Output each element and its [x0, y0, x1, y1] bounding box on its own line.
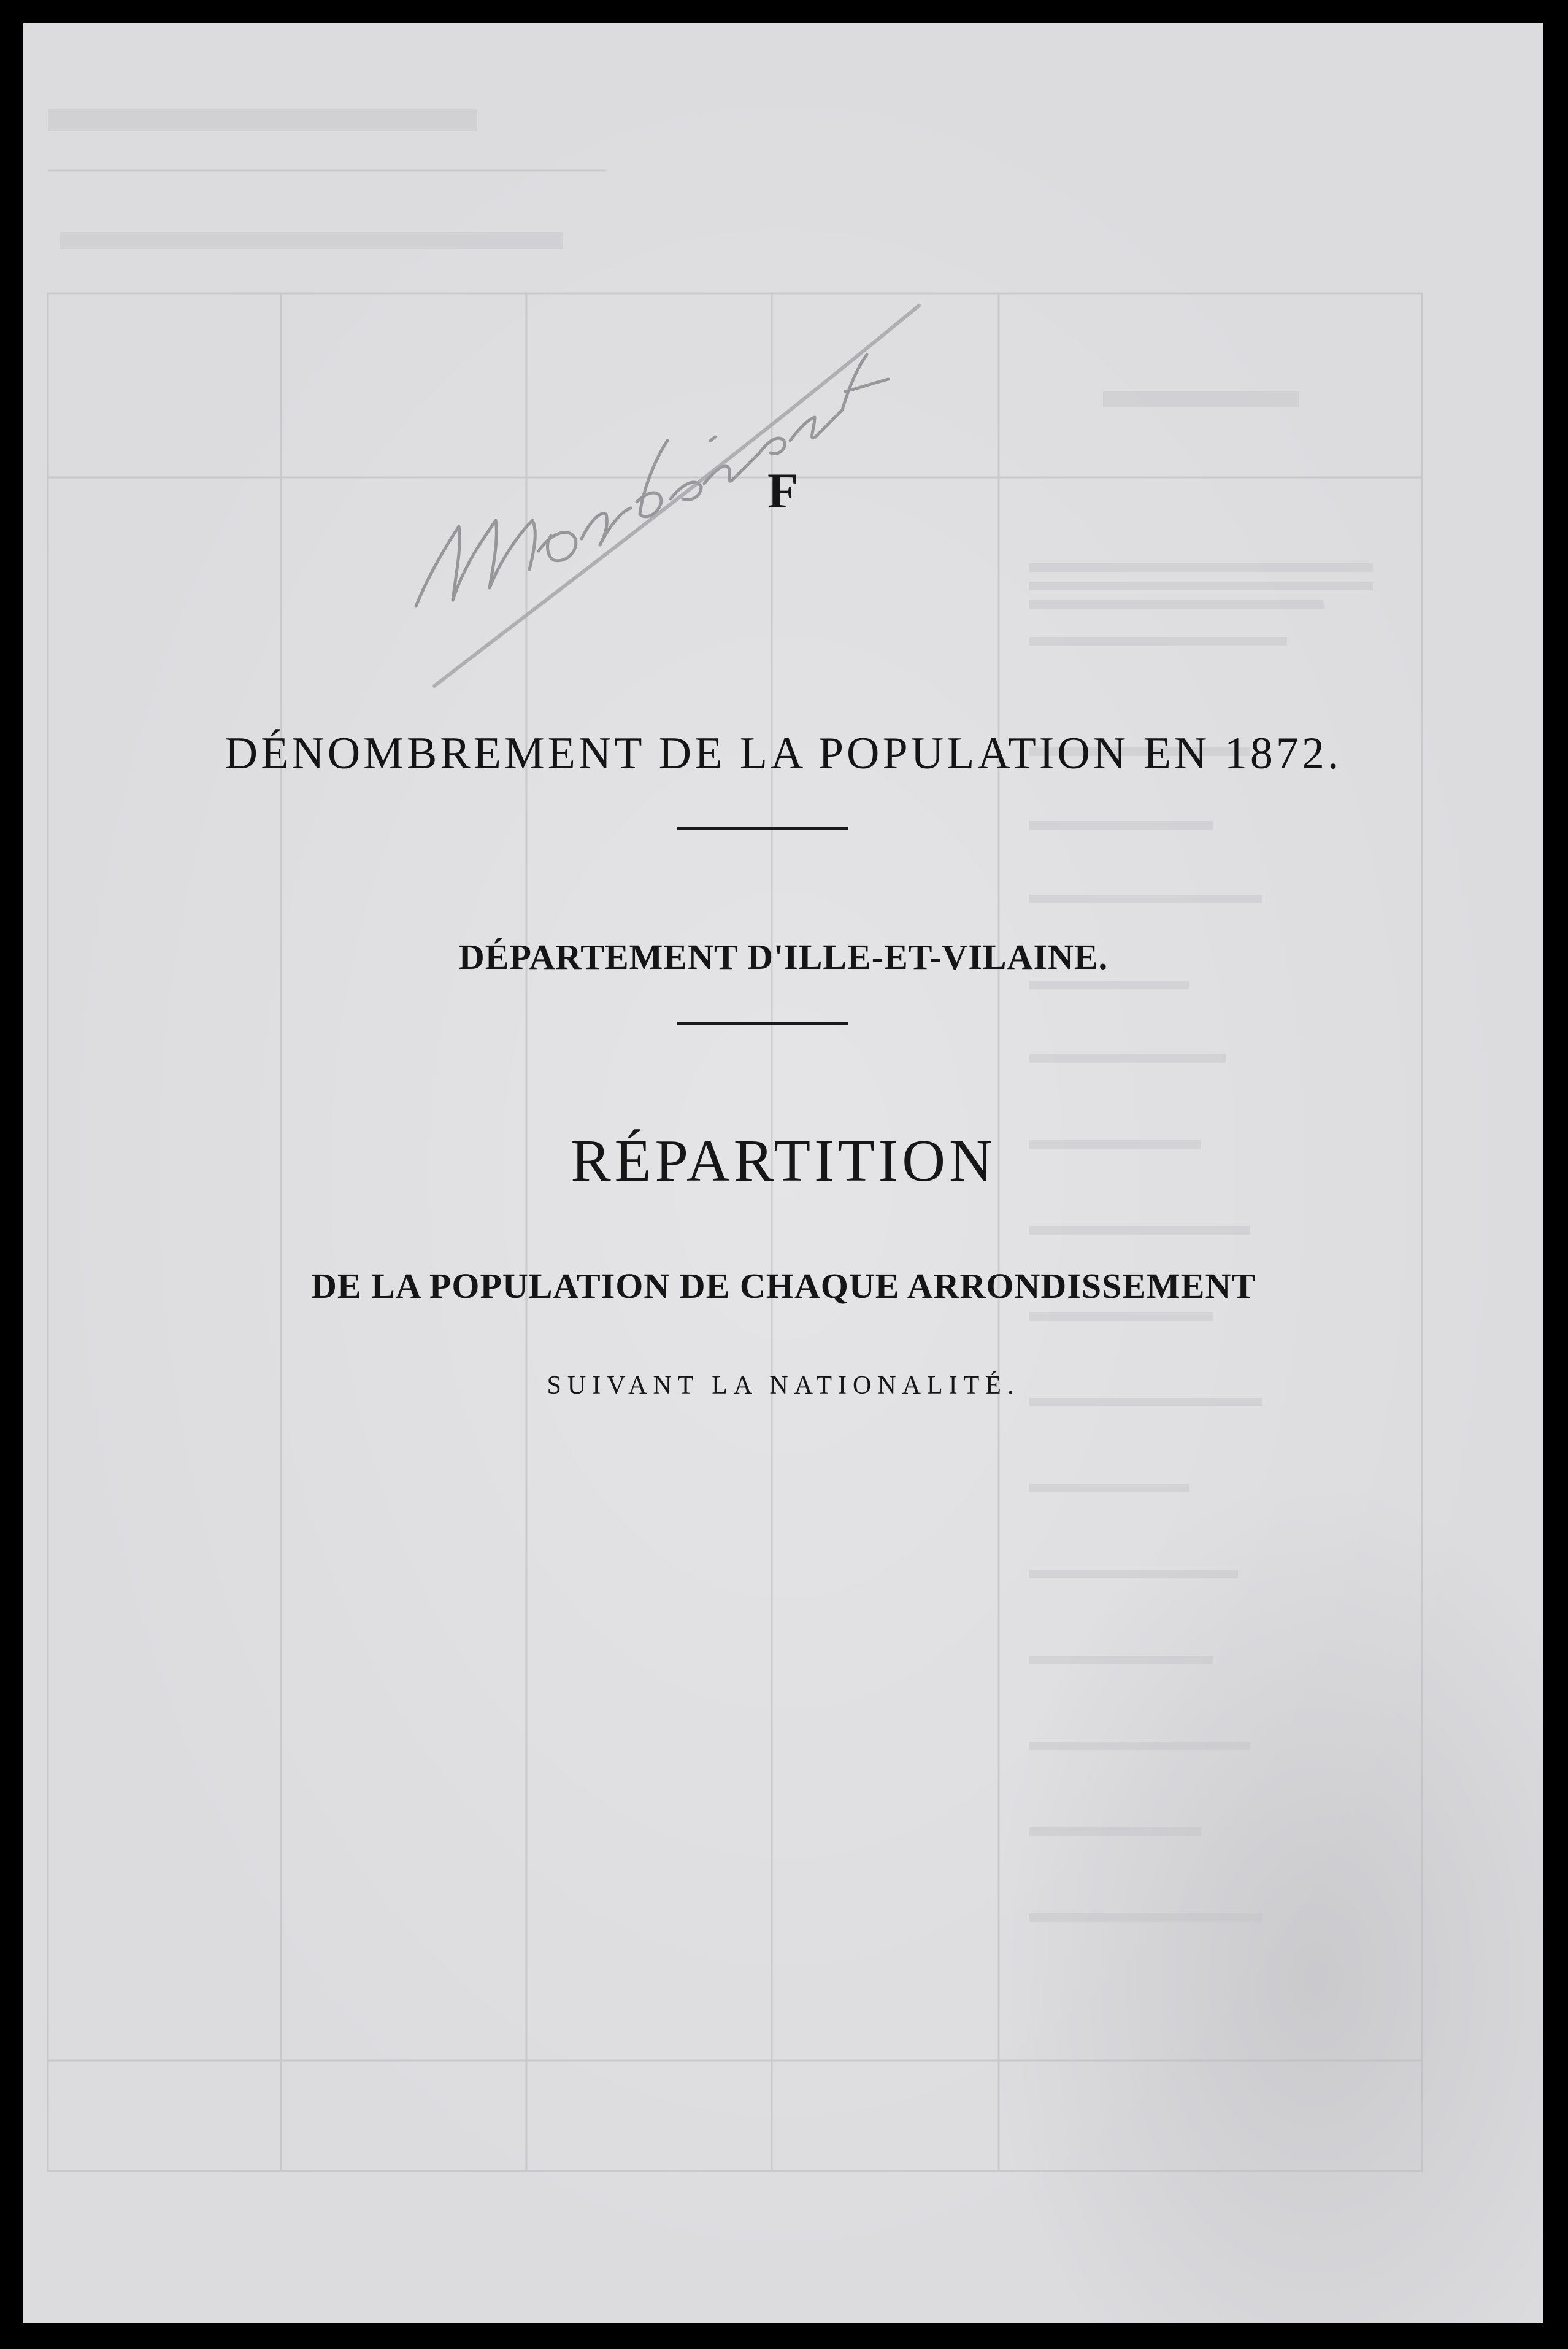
section-title: RÉPARTITION: [571, 1128, 996, 1194]
divider: [677, 1022, 848, 1025]
department-heading: DÉPARTEMENT D'ILLE-ET-VILAINE.: [458, 937, 1109, 977]
document-title: DÉNOMBREMENT DE LA POPULATION EN 1872.: [225, 728, 1342, 779]
sheet-letter: F: [767, 463, 800, 519]
divider: [677, 827, 848, 830]
section-subtitle-secondary: SUIVANT LA NATIONALITÉ.: [547, 1371, 1020, 1400]
document-page: [23, 23, 1543, 2323]
section-subtitle: DE LA POPULATION DE CHAQUE ARRONDISSEMENT: [310, 1266, 1256, 1306]
